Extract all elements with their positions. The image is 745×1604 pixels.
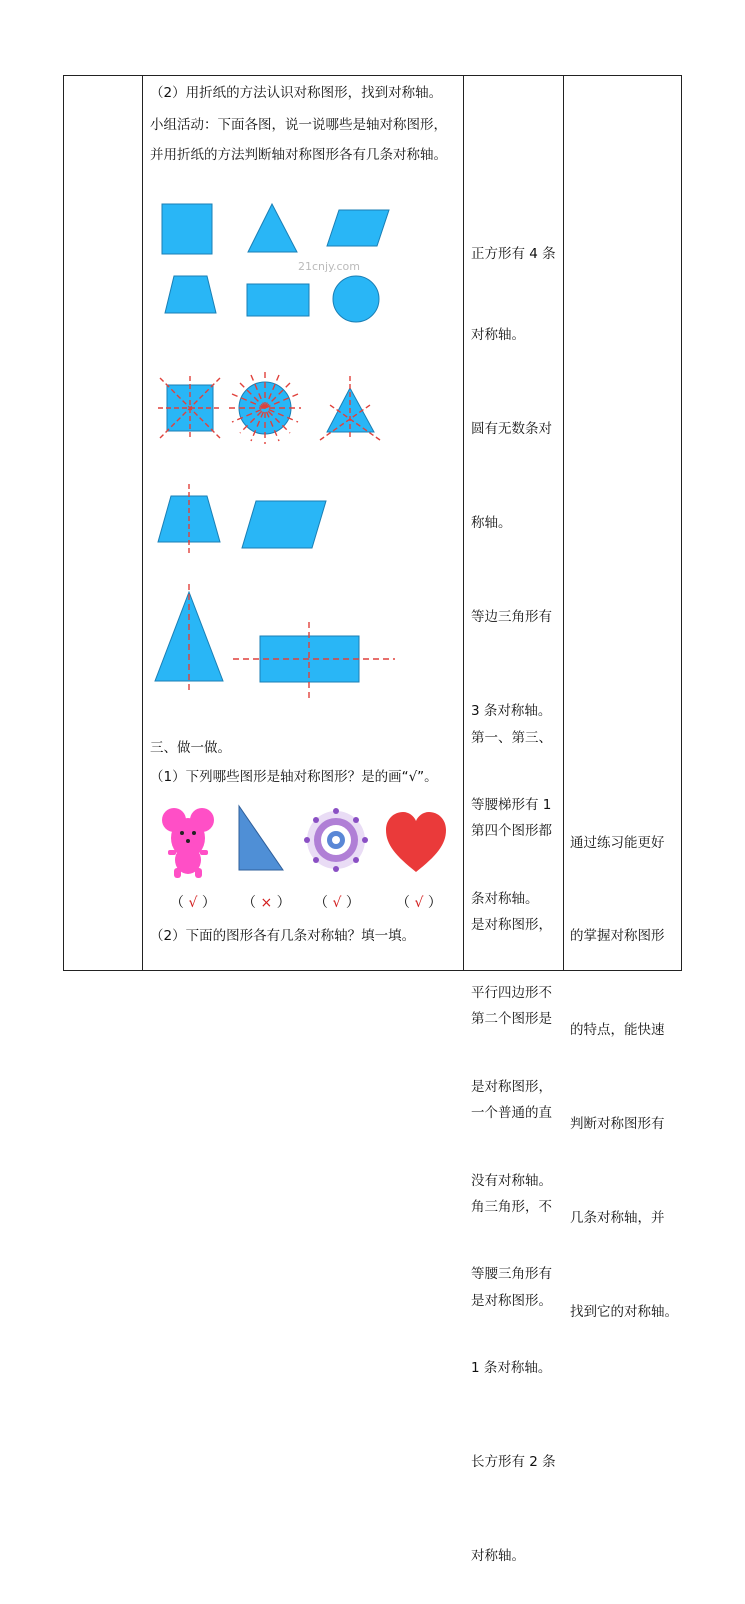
student-line: 对称轴。: [471, 1548, 525, 1565]
student-line: 是对称图形，: [471, 1078, 552, 1095]
intent-line: 通过练习能更好: [570, 834, 665, 851]
section3-title: 三、做一做。: [150, 740, 231, 756]
student-line: 等腰三角形有: [471, 1266, 552, 1283]
right-triangle-icon: [239, 806, 283, 870]
intent-line: 的特点，能快速: [570, 1022, 665, 1039]
student-line: 第一、第三、: [471, 729, 552, 746]
answer-mouse: （ √ ）: [170, 895, 216, 911]
intent-column: [570, 765, 678, 1360]
section3-q2: （2）下面的图形各有几条对称轴？填一填。: [150, 928, 416, 944]
activity-line-1: 小组活动：下面各图，说一说哪些是轴对称图形，: [150, 117, 447, 133]
intent-line: 找到它的对称轴。: [570, 1304, 678, 1321]
rectangle-shape: [247, 284, 309, 316]
student-line: 平行四边形不: [471, 984, 552, 1001]
intent-line: 几条对称轴，并: [570, 1210, 665, 1227]
student-line: 条对称轴。: [471, 890, 539, 907]
student-line: 第四个图形都: [471, 823, 552, 840]
square-shape: [162, 204, 212, 254]
student-column-block2: [471, 660, 552, 1349]
equilateral-triangle-shape: [248, 204, 297, 252]
intent-line: 判断对称图形有: [570, 1116, 665, 1133]
answer-right-triangle: （ × ）: [242, 895, 291, 911]
student-line: 3 条对称轴。: [471, 703, 552, 720]
flower-icon: [304, 808, 368, 872]
parallelogram-shape: [327, 210, 389, 246]
student-line: 等腰梯形有 1: [471, 796, 552, 813]
student-line: 没有对称轴。: [471, 1172, 552, 1189]
trapezoid-shape: [165, 276, 216, 313]
intent-line: 的掌握对称图形: [570, 928, 665, 945]
student-line: 正方形有 4 条: [471, 245, 556, 262]
student-line: 角三角形，不: [471, 1199, 552, 1216]
circle-axes: [229, 372, 301, 444]
student-line: 称轴。: [471, 515, 512, 532]
student-line: 等边三角形有: [471, 609, 552, 626]
student-line: 是对称图形，: [471, 917, 552, 934]
student-line: 第二个图形是: [471, 1011, 552, 1028]
student-line: 长方形有 2 条: [471, 1454, 556, 1471]
student-line: 圆有无数条对: [471, 421, 552, 438]
watermark-text: 21cnjy.com: [298, 260, 361, 273]
student-line: 1 条对称轴。: [471, 1360, 552, 1377]
section3-q1: （1）下列哪些图形是轴对称图形？是的画“√”。: [150, 769, 438, 785]
activity-line-2: 并用折纸的方法判断轴对称图形各有几条对称轴。: [150, 147, 447, 163]
parallelogram-no-axis: [242, 501, 326, 548]
heart-icon: [386, 812, 446, 872]
answer-heart: （ √ ）: [396, 895, 442, 911]
section2-heading: （2）用折纸的方法认识对称图形，找到对称轴。: [150, 85, 443, 101]
student-line: 是对称图形。: [471, 1292, 552, 1309]
circle-shape: [333, 276, 379, 322]
student-line: 一个普通的直: [471, 1105, 552, 1122]
student-line: 对称轴。: [471, 327, 525, 344]
answer-flower: （ √ ）: [314, 895, 360, 911]
